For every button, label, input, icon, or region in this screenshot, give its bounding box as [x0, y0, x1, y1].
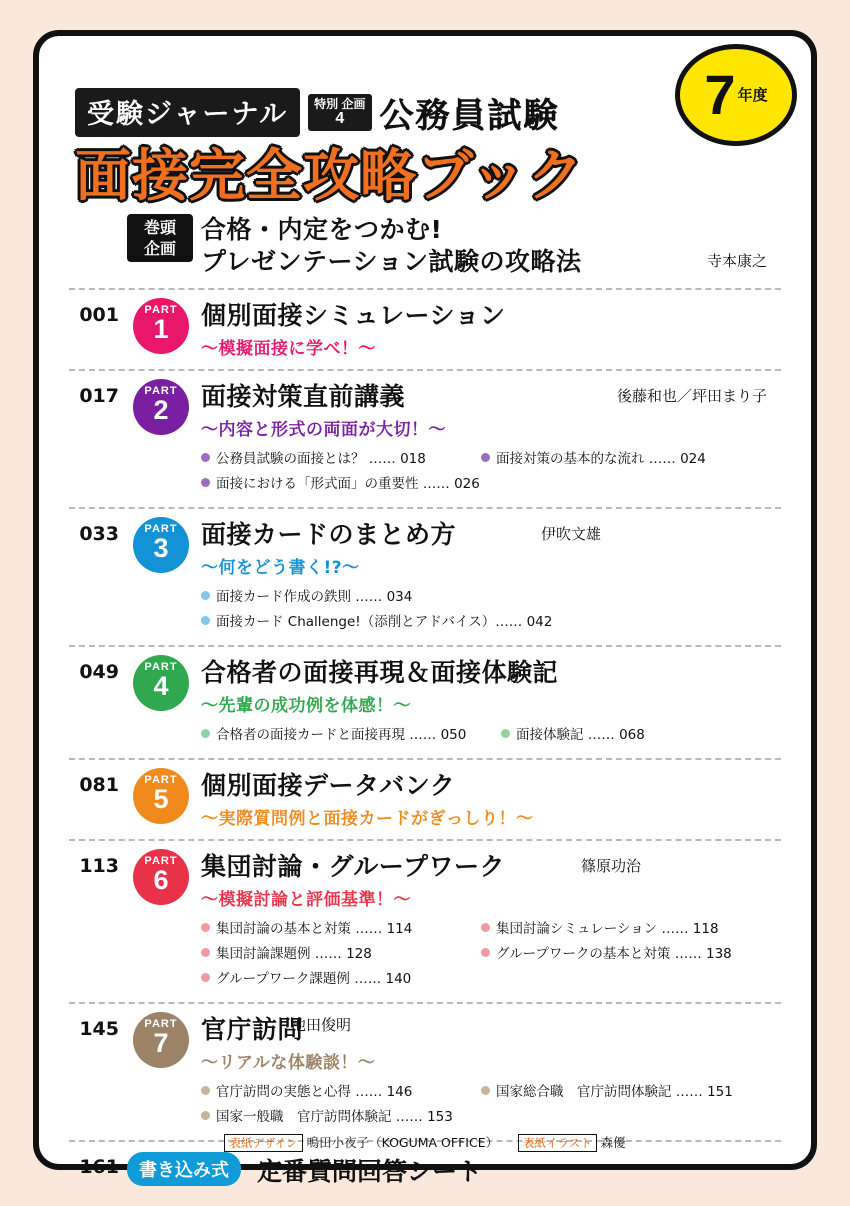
bullet-icon — [481, 453, 490, 462]
list-item[interactable] — [201, 967, 481, 987]
part-number: 5 — [153, 784, 169, 814]
cover-design-name: 鳴田小夜子（KOGUMA OFFICE） — [306, 1135, 499, 1150]
toc-title: 合格者の面接再現＆面接体験記 — [201, 658, 559, 687]
list-item[interactable] — [481, 1080, 733, 1100]
toc-title: 合格・内定をつかむ! — [201, 215, 443, 244]
toc-row-part-4[interactable] — [69, 647, 781, 760]
toc-row-part-2[interactable] — [69, 371, 781, 509]
list-item-label: 国家総合職 官庁訪問体験記 …… 151 — [496, 1084, 733, 1100]
list-item-label: 公務員試験の面接とは？ …… 018 — [216, 451, 426, 467]
list-item[interactable] — [201, 472, 481, 492]
bullet-icon — [201, 616, 210, 625]
part-number: 3 — [153, 533, 169, 563]
header-badge-row — [75, 88, 560, 137]
bullet-icon — [201, 478, 210, 487]
year-number: 7 — [704, 63, 736, 126]
toc-subtitle: 〜模擬面接に学べ！〜 — [201, 339, 376, 359]
toc-title: 個別面接シミュレーション — [201, 301, 506, 330]
kantou-badge — [127, 214, 193, 262]
part-badge-2 — [133, 379, 189, 435]
list-item-label: 官庁訪問の実態と心得 …… 146 — [216, 1084, 413, 1100]
list-item-label: 面接対策の基本的な流れ …… 024 — [496, 451, 706, 467]
toc-row-body — [201, 851, 781, 992]
exam-name: 公務員試験 — [379, 96, 560, 136]
toc-row-part-5[interactable] — [69, 760, 781, 841]
list-item-label: 集団討論課題例 …… 128 — [216, 946, 372, 962]
part-label: PART — [144, 385, 178, 397]
toc-title: 個別面接データバンク — [201, 771, 456, 800]
toc-row-part-7[interactable] — [69, 1004, 781, 1142]
toc-author: 寺本康之 — [706, 252, 767, 270]
bullet-icon — [201, 948, 210, 957]
toc-author: 後藤和也／坪田まり子 — [616, 387, 767, 405]
toc-row-body — [201, 770, 781, 829]
cover-header — [39, 36, 811, 209]
list-item[interactable] — [201, 942, 481, 962]
toc-row-part-6[interactable] — [69, 841, 781, 1004]
list-item-label: 集団討論シミュレーション …… 118 — [496, 921, 719, 937]
bullet-icon — [481, 923, 490, 932]
toc-subitems — [201, 723, 775, 748]
toc-title: 面接対策直前講義 — [201, 382, 406, 411]
part-number: 4 — [153, 671, 169, 701]
toc-page-number: 145 — [79, 1018, 119, 1040]
list-item-label: グループワーク課題例 …… 140 — [216, 971, 412, 987]
toc-subitems — [201, 447, 775, 497]
list-item-label: 面接における「形式面」の重要性 …… 026 — [216, 476, 480, 492]
part-badge-3 — [133, 517, 189, 573]
toc-title-line2: プレゼンテーション試験の攻略法 — [201, 247, 582, 276]
toc-subtitle: 〜内容と形式の両面が大切！〜 — [201, 420, 446, 440]
part-label: PART — [144, 304, 178, 316]
part-badge-1 — [133, 298, 189, 354]
part-badge-5 — [133, 768, 189, 824]
part-label: PART — [144, 774, 178, 786]
toc-row-kantou[interactable] — [69, 204, 781, 290]
special-number: 4 — [335, 110, 345, 127]
toc-title: 定番質問回答シート — [257, 1157, 483, 1186]
toc-row-body — [257, 1152, 781, 1188]
toc-row-body — [201, 381, 781, 497]
toc-page-number: 017 — [79, 385, 119, 407]
toc-title: 官庁訪問 — [201, 1015, 304, 1044]
list-item-label: 集団討論の基本と対策 …… 114 — [216, 921, 413, 937]
table-of-contents — [39, 204, 811, 1206]
special-label-top: 特別 — [314, 97, 339, 111]
part-badge-7 — [133, 1012, 189, 1068]
bullet-icon — [201, 729, 210, 738]
part-label: PART — [144, 661, 178, 673]
toc-title: 集団討論・グループワーク — [201, 852, 506, 881]
list-item-label: 合格者の面接カードと面接再現 …… 050 — [216, 727, 467, 743]
credits-footer — [39, 1133, 811, 1152]
toc-row-body — [201, 214, 781, 278]
cover-design-tag: 表紙デザイン — [224, 1134, 302, 1152]
list-item[interactable] — [201, 1105, 481, 1125]
part-number: 6 — [153, 865, 169, 895]
list-item[interactable] — [201, 917, 481, 937]
writein-badge: 書き込み式 — [127, 1152, 241, 1186]
toc-title: 面接カードのまとめ方 — [201, 520, 457, 549]
toc-page-number: 001 — [79, 304, 119, 326]
bullet-icon — [201, 1111, 210, 1120]
toc-row-part-1[interactable] — [69, 290, 781, 371]
part-label: PART — [144, 1018, 178, 1030]
page-title: 面接完全攻略ブック — [75, 144, 585, 209]
toc-subtitle: 〜模擬討論と評価基準！〜 — [201, 890, 411, 910]
part-badge-6 — [133, 849, 189, 905]
part-badge-4 — [133, 655, 189, 711]
toc-author: 伊吹文雄 — [540, 525, 601, 543]
special-feature-badge — [308, 94, 371, 131]
part-number: 2 — [153, 395, 169, 425]
kantou-label-top: 巻頭 — [143, 220, 176, 237]
list-item-label: 面接体験記 …… 068 — [516, 727, 645, 743]
list-item[interactable] — [201, 585, 775, 605]
toc-page-number: 161 — [79, 1156, 119, 1178]
toc-row-body — [201, 657, 781, 748]
list-item[interactable] — [201, 1080, 481, 1100]
part-label: PART — [144, 855, 178, 867]
list-item[interactable] — [201, 610, 775, 630]
toc-author: 池田俊明 — [290, 1016, 351, 1034]
bullet-icon — [201, 453, 210, 462]
part-label: PART — [144, 523, 178, 535]
bullet-icon — [201, 591, 210, 600]
toc-subtitle: 〜実際質問例と面接カードがぎっしり！〜 — [201, 809, 534, 829]
toc-subtitle: 〜何をどう書く!?〜 — [201, 558, 360, 578]
list-item[interactable] — [481, 917, 719, 937]
bullet-icon — [201, 1086, 210, 1095]
toc-row-body — [201, 1014, 781, 1130]
list-item[interactable] — [201, 723, 501, 743]
bullet-icon — [201, 923, 210, 932]
list-item[interactable] — [201, 447, 481, 467]
list-item-label: 面接カード Challenge!（添削とアドバイス）…… 042 — [216, 614, 553, 630]
toc-page-number: 033 — [79, 523, 119, 545]
part-number: 1 — [153, 314, 169, 344]
year-badge — [675, 44, 797, 146]
year-suffix: 年度 — [737, 86, 768, 104]
toc-page-number: 049 — [79, 661, 119, 683]
cover-sheet — [33, 30, 817, 1186]
bullet-icon — [201, 973, 210, 982]
toc-subitems — [201, 1080, 775, 1130]
special-label-bottom: 企画 — [341, 97, 366, 111]
toc-author: 篠原功治 — [580, 857, 641, 875]
bullet-icon — [501, 729, 510, 738]
list-item[interactable] — [481, 942, 732, 962]
list-item[interactable] — [501, 723, 645, 743]
toc-row-body — [201, 300, 781, 359]
journal-name: 受験ジャーナル — [75, 88, 300, 137]
cover-illust-name: 森優 — [600, 1135, 626, 1150]
list-item-label: グループワークの基本と対策 …… 138 — [496, 946, 732, 962]
list-item-label: 面接カード作成の鉄則 …… 034 — [216, 589, 413, 605]
toc-subtitle: 〜先輩の成功例を体感！〜 — [201, 696, 411, 716]
cover-illust-tag: 表紙イラスト — [518, 1134, 597, 1152]
part-number: 7 — [153, 1028, 169, 1058]
toc-subtitle: 〜リアルな体験談！〜 — [201, 1053, 376, 1073]
toc-row-part-3[interactable] — [69, 509, 781, 647]
toc-page-number: 081 — [79, 774, 119, 796]
bullet-icon — [481, 1086, 490, 1095]
toc-row-body — [201, 519, 781, 635]
toc-subitems — [201, 917, 775, 992]
toc-subitems — [201, 585, 775, 635]
kantou-label-bottom: 企画 — [143, 241, 176, 258]
list-item-label: 国家一般職 官庁訪問体験記 …… 153 — [216, 1109, 453, 1125]
list-item[interactable] — [481, 447, 706, 467]
bullet-icon — [481, 948, 490, 957]
toc-page-number: 113 — [79, 855, 119, 877]
